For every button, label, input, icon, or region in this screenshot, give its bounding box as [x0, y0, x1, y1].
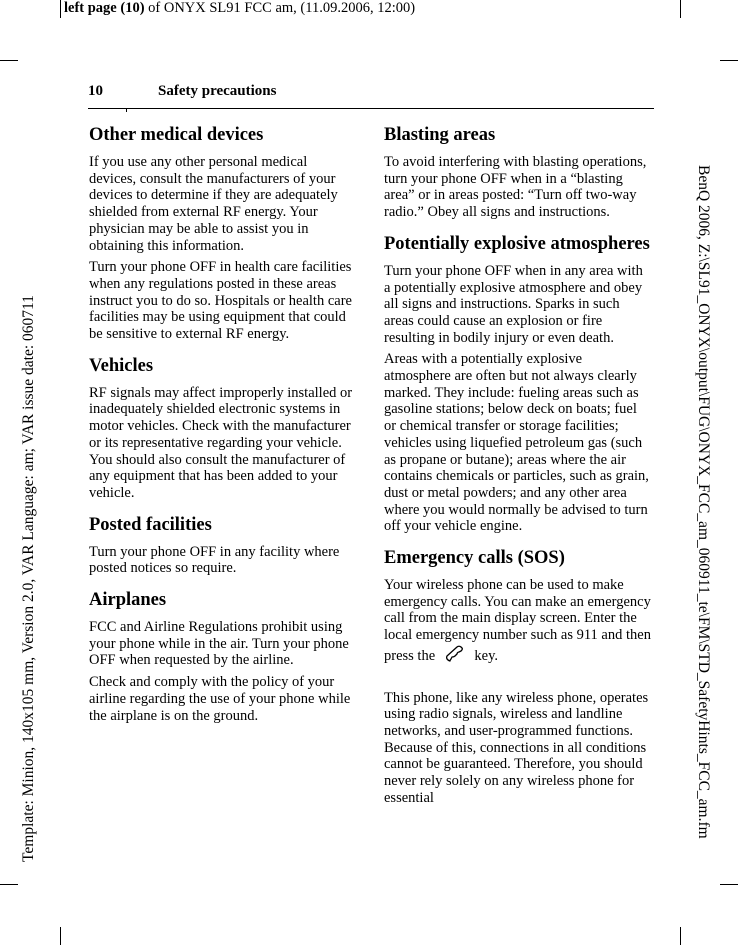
crop-mark [720, 884, 738, 885]
print-slug-doc: of ONYX SL91 FCC am, (11.09.2006, 12:00) [144, 0, 416, 16]
section-emergency-calls [384, 547, 652, 806]
page-number: 10 [88, 83, 103, 99]
section-heading: Posted facilities [89, 514, 212, 535]
paragraph: RF signals may affect improperly installed or inadequately shielded electronic systems in motor vehicles. Check with the manufacturer or its representative regarding your vehicle. You should also consult the manufacturer of any equipment that has been added to your vehicle. [89, 384, 353, 501]
crop-mark [60, 0, 61, 18]
crop-mark [60, 927, 61, 945]
emergency-key-text: key. [474, 647, 499, 664]
file-path: BenQ 2006, Z:\SL91_ONYX\output\FUG\ONYX_FCC_am_060911_te\FM\STD_SafetyHints_FCC_am.fm [695, 165, 712, 839]
paragraph: To avoid interfering with blasting operations, turn your phone OFF when in a “blasting area” or in areas posted: “Turn off two-way radio.” Obey all signs and instructions. [384, 154, 647, 221]
running-header [88, 82, 654, 109]
section-blasting-areas [384, 124, 652, 221]
section-heading: Vehicles [89, 355, 154, 376]
paragraph: Check and comply with the policy of your airline regarding the use of your phone while the airplane is on the ground. [89, 674, 351, 724]
right-column [384, 124, 652, 819]
emergency-intro: Your wireless phone can be used to make emergency calls. You can make an emergency call from the main display screen. Enter the local emergency number such as 911 and then press the [384, 577, 651, 664]
crop-mark [680, 0, 681, 18]
section-heading: Airplanes [89, 590, 167, 611]
section-heading: Potentially explosive atmospheres [384, 233, 650, 254]
paragraph: FCC and Airline Regulations prohibit using your phone while in the air. Turn your phone OFF when requested by the airline. [89, 619, 349, 669]
paragraph: Areas with a potentially explosive atmosphere are often but not always clearly marked. They include: fueling areas such as gasoline stations; below deck on boats; fuel or chemical transfer or storage facilities; vehicles using liquefied petroleum gas (such as propane or butane); areas where the air contains chemicals or particles, such as grain, dust or metal powders; and any other area where you would normally be advised to turn off your vehicle engine. [384, 351, 649, 535]
section-vehicles [89, 355, 353, 502]
left-column [89, 124, 353, 736]
crop-mark [0, 60, 18, 61]
section-posted-facilities [89, 514, 353, 577]
paragraph: This phone, like any wireless phone, operates using radio signals, wireless and landline networks, and user-programmed functions. Because of this, connections in all conditions cannot be guaranteed. Therefore, you should never rely solely on any wireless phone for essential [384, 689, 649, 806]
paragraph: If you use any other personal medical devices, consult the manufacturers of your devices to determine if they are adequately shielded from external RF energy. Your physician may be able to assist you in obtaining this information. [89, 154, 338, 254]
section-title: Safety precautions [158, 83, 277, 99]
template-info: Template: Minion, 140x105 mm, Version 2.0, VAR Language: am; VAR issue date: 060711 [20, 295, 37, 862]
paragraph [384, 577, 652, 665]
section-heading: Emergency calls (SOS) [384, 548, 565, 569]
print-slug [64, 0, 415, 17]
paragraph: Turn your phone OFF in health care facilities when any regulations posted in these areas instruct you to do so. Hospitals or health care facilities may be using equipment that could be sensitive to external RF energy. [89, 259, 352, 343]
crop-mark [720, 60, 738, 61]
crop-mark [0, 884, 18, 885]
section-medical-devices [89, 124, 353, 343]
section-heading: Other medical devices [89, 125, 264, 145]
spacer [384, 670, 652, 690]
header-tick [126, 108, 127, 112]
section-explosive-atmospheres [384, 233, 652, 535]
crop-mark [680, 927, 681, 945]
call-key-icon [441, 644, 469, 664]
print-slug-page: left page (10) [64, 0, 145, 16]
section-airplanes [89, 589, 353, 724]
paragraph: Turn your phone OFF in any facility where posted notices so require. [89, 543, 340, 577]
paragraph: Turn your phone OFF when in any area with a potentially explosive atmosphere and obey all signs and instructions. Sparks in such areas could cause an explosion or fire resulting in bodily injury or even death. [384, 262, 643, 346]
section-heading: Blasting areas [384, 125, 496, 145]
